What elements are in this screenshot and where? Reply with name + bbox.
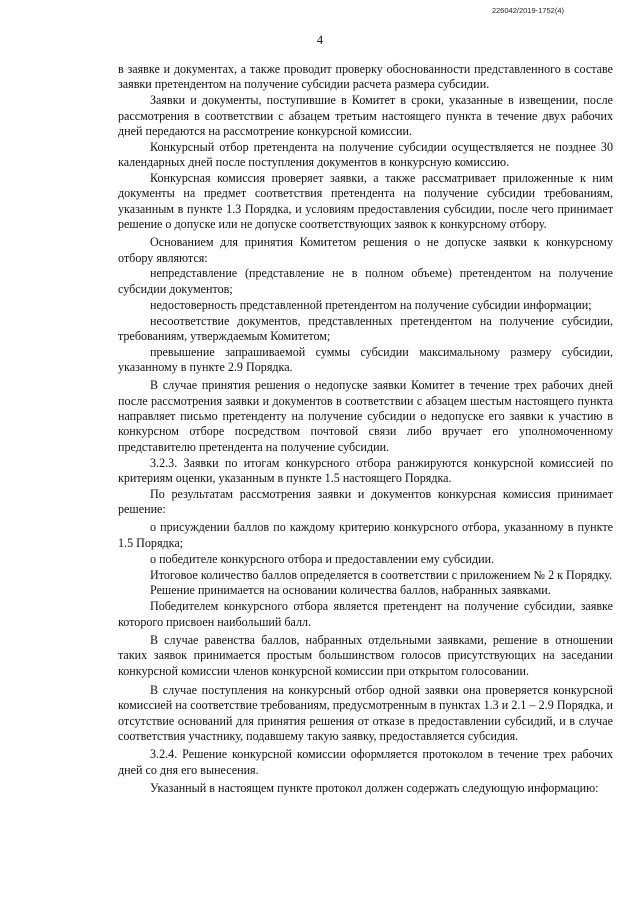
paragraph: о присуждении баллов по каждому критерию конкурсного отбора, указанному в пункте 1.5 Порядка;: [118, 520, 613, 550]
paragraph: непредставление (представление не в полном объеме) претендентом на получение субсидии документов;: [118, 266, 613, 296]
paragraph: В случае поступления на конкурсный отбор одной заявки она проверяется конкурсной комиссией на соответствие требованиям, предусмотренным в пунктах 1.3 и 2.1 – 2.9 Порядка, и отсутствие оснований для принятия решения от отказе в предоставлении субсидий, и в случае соответствия участнику, подавшему такую заявку, предоставляется субсидия.: [118, 682, 613, 743]
paragraph: Решение принимается на основании количества баллов, набранных заявками.: [150, 583, 551, 598]
paragraph: По результатам рассмотрения заявки и документов конкурсная комиссия принимает решение:: [118, 486, 613, 517]
paragraph: несоответствие документов, представленных претендентом на получение субсидии, требованиям, утверждаемым Комитетом;: [118, 313, 613, 343]
paragraph: в заявке и документах, а также проводит проверку обоснованности представленного в составе заявки претендентом на получение субсидии расчета размера субсидии.: [118, 62, 613, 92]
paragraph: В случае принятия решения о недопуске заявки Комитет в течение трех рабочих дней после рассмотрения заявки и документов в соответствии с абзацем шестым настоящего пункта направляет письмо претенденту на получение субсидии о недопуске его заявки к участию в конкурсном отборе посредством почтовой связи либо вручает его уполномоченному представителю претендента на получение субсидии.: [118, 378, 613, 454]
paragraph: 3.2.4. Решение конкурсной комиссии оформляется протоколом в течение трех рабочих дней со дня его вынесения.: [118, 747, 613, 777]
paragraph: Основанием для принятия Комитетом решения о не допуске заявки к конкурсному отбору являются:: [118, 235, 613, 265]
paragraph: превышение запрашиваемой суммы субсидии максимальному размеру субсидии, указанному в пункте 2.9 Порядка.: [118, 344, 613, 375]
paragraph: В случае равенства баллов, набранных отдельными заявками, решение в отношении таких заявок принимается простым большинством голосов присутствующих на заседании конкурсной комиссии членов конкурсной комиссии при открытом голосовании.: [118, 632, 613, 678]
page-number: 4: [316, 33, 324, 47]
document-body: [118, 62, 613, 797]
paragraph: Указанный в настоящем пункте протокол должен содержать следующую информацию:: [150, 780, 599, 795]
paragraph: о победителе конкурсного отбора и предоставлении ему субсидии.: [150, 551, 495, 566]
paragraph: Итоговое количество баллов определяется в соответствии с приложением № 2 к Порядку.: [150, 567, 613, 582]
paragraph: недостоверность представленной претендентом на получение субсидии информации;: [150, 297, 592, 312]
paragraph: Победителем конкурсного отбора является претендент на получение субсидии, заявке которого присвоен наибольший балл.: [118, 599, 613, 629]
document-id: 226042/2019-1752(4): [491, 6, 564, 15]
paragraph: Конкурсный отбор претендента на получение субсидии осуществляется не позднее 30 календарных дней после поступления документов в конкурсную комиссию.: [118, 139, 613, 170]
paragraph: Заявки и документы, поступившие в Комитет в сроки, указанные в извещении, после рассмотрения в соответствии с абзацем третьим настоящего пункта в течение двух рабочих дней передаются на рассмотрение конкурсной комиссии.: [118, 93, 613, 138]
paragraph: 3.2.3. Заявки по итогам конкурсного отбора ранжируются конкурсной комиссией по критериям оценки, указанным в пункте 1.5 настоящего Порядка.: [118, 455, 613, 485]
paragraph: Конкурсная комиссия проверяет заявки, а также рассматривает приложенные к ним документы на предмет соответствия претендента на получение субсидии требованиям, указанным в пункте 1.3 Порядка, и условиям предоставления субсидии, после чего принимает решение о допуске или не допуске соответствующих заявок к конкурсному отбору.: [118, 170, 613, 231]
